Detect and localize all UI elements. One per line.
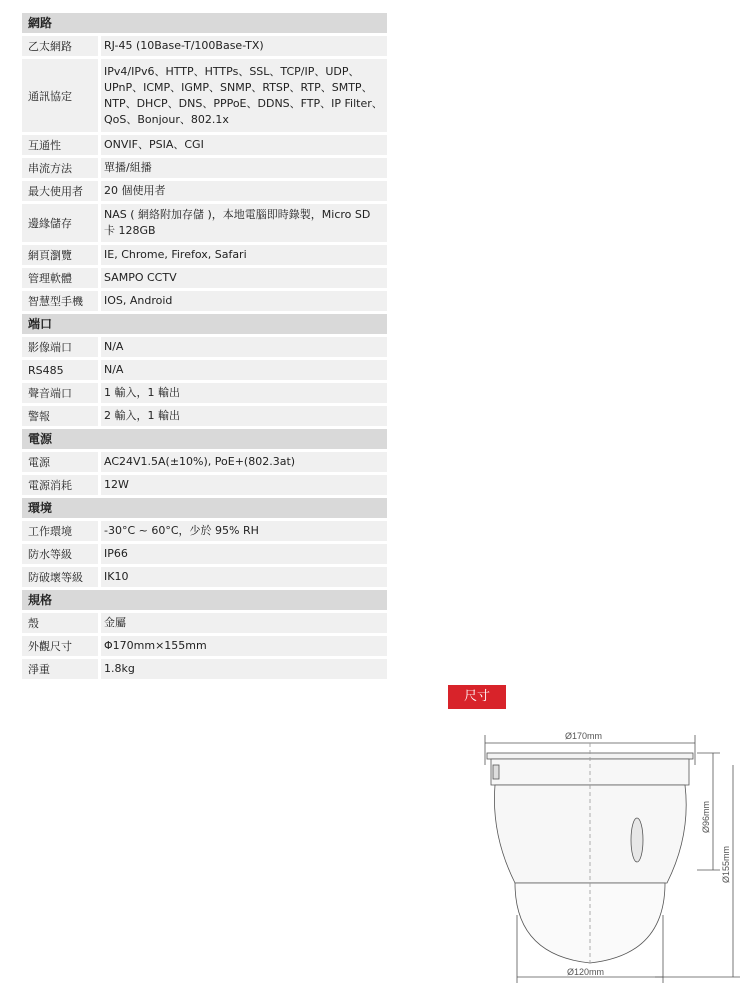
spec-value: 單播/組播 — [101, 158, 387, 178]
spec-value: IE, Chrome, Firefox, Safari — [101, 245, 387, 265]
spec-label: 互通性 — [22, 135, 98, 155]
spec-label: 管理軟體 — [22, 268, 98, 288]
spec-label: 智慧型手機 — [22, 291, 98, 311]
spec-value: IPv4/IPv6、HTTP、HTTPs、SSL、TCP/IP、UDP、UPnP、ICMP、IGMP、SNMP、RTSP、RTP、SMTP、NTP、DHCP、DNS、PPPoE、DDNS、FTP、IP Filter、QoS、Bonjour、802.1x — [101, 59, 387, 132]
spec-value: -30°C ~ 60°C，少於 95% RH — [101, 521, 387, 541]
dimensions-badge: 尺寸 — [448, 685, 506, 709]
body-height-label: Ø96mm — [701, 800, 711, 833]
spec-label: 工作環境 — [22, 521, 98, 541]
spec-value: 1 輸入，1 輸出 — [101, 383, 387, 403]
spec-label: 警報 — [22, 406, 98, 426]
spec-value: RJ-45 (10Base-T/100Base-TX) — [101, 36, 387, 56]
spec-row — [22, 291, 387, 311]
section-header-specs: 規格 — [22, 590, 387, 610]
spec-row — [22, 406, 387, 426]
spec-row — [22, 181, 387, 201]
spec-row — [22, 383, 387, 403]
spec-value: 20 個使用者 — [101, 181, 387, 201]
spec-value: N/A — [101, 360, 387, 380]
spec-label: 防破壞等級 — [22, 567, 98, 587]
spec-label: 通訊協定 — [22, 59, 98, 132]
spec-row — [22, 245, 387, 265]
spec-table — [22, 13, 387, 682]
spec-label: 聲音端口 — [22, 383, 98, 403]
spec-row — [22, 452, 387, 472]
spec-label: 淨重 — [22, 659, 98, 679]
spec-row — [22, 36, 387, 56]
spec-label: 邊緣儲存 — [22, 204, 98, 242]
spec-label: 電源 — [22, 452, 98, 472]
spec-row — [22, 135, 387, 155]
spec-row — [22, 544, 387, 564]
spec-row — [22, 475, 387, 495]
spec-value: IP66 — [101, 544, 387, 564]
spec-label: 影像端口 — [22, 337, 98, 357]
spec-row — [22, 337, 387, 357]
spec-row — [22, 204, 387, 242]
spec-value: 1.8kg — [101, 659, 387, 679]
section-header-ports: 端口 — [22, 314, 387, 334]
spec-value: ONVIF、PSIA、CGI — [101, 135, 387, 155]
section-header-network: 網路 — [22, 13, 387, 33]
spec-value: 金屬 — [101, 613, 387, 633]
spec-value: SAMPO CCTV — [101, 268, 387, 288]
section-header-power: 電源 — [22, 429, 387, 449]
spec-row — [22, 59, 387, 132]
spec-row — [22, 158, 387, 178]
camera-dimension-drawing — [455, 715, 740, 985]
spec-value: N/A — [101, 337, 387, 357]
spec-label: 網頁瀏覽 — [22, 245, 98, 265]
section-header-environment: 環境 — [22, 498, 387, 518]
spec-row — [22, 521, 387, 541]
spec-value: 2 輸入，1 輸出 — [101, 406, 387, 426]
spec-value: Φ170mm×155mm — [101, 636, 387, 656]
spec-label: 乙太網路 — [22, 36, 98, 56]
spec-row — [22, 659, 387, 679]
spec-value: NAS ( 網絡附加存儲 )，本地電腦即時錄製，Micro SD 卡 128GB — [101, 204, 387, 242]
spec-label: RS485 — [22, 360, 98, 380]
spec-row — [22, 268, 387, 288]
spec-value: 12W — [101, 475, 387, 495]
spec-row — [22, 636, 387, 656]
spec-label: 串流方法 — [22, 158, 98, 178]
spec-label: 最大使用者 — [22, 181, 98, 201]
spec-row — [22, 360, 387, 380]
top-width-label: Ø170mm — [565, 731, 603, 741]
spec-row — [22, 613, 387, 633]
spec-value: IOS, Android — [101, 291, 387, 311]
bottom-width-label: Ø120mm — [567, 967, 605, 977]
spec-value: IK10 — [101, 567, 387, 587]
spec-label: 電源消耗 — [22, 475, 98, 495]
spec-value: AC24V1.5A(±10%), PoE+(802.3at) — [101, 452, 387, 472]
total-height-label: Ø155mm — [721, 845, 731, 883]
spec-label: 外觀尺寸 — [22, 636, 98, 656]
spec-label: 殼 — [22, 613, 98, 633]
spec-row — [22, 567, 387, 587]
spec-label: 防水等級 — [22, 544, 98, 564]
